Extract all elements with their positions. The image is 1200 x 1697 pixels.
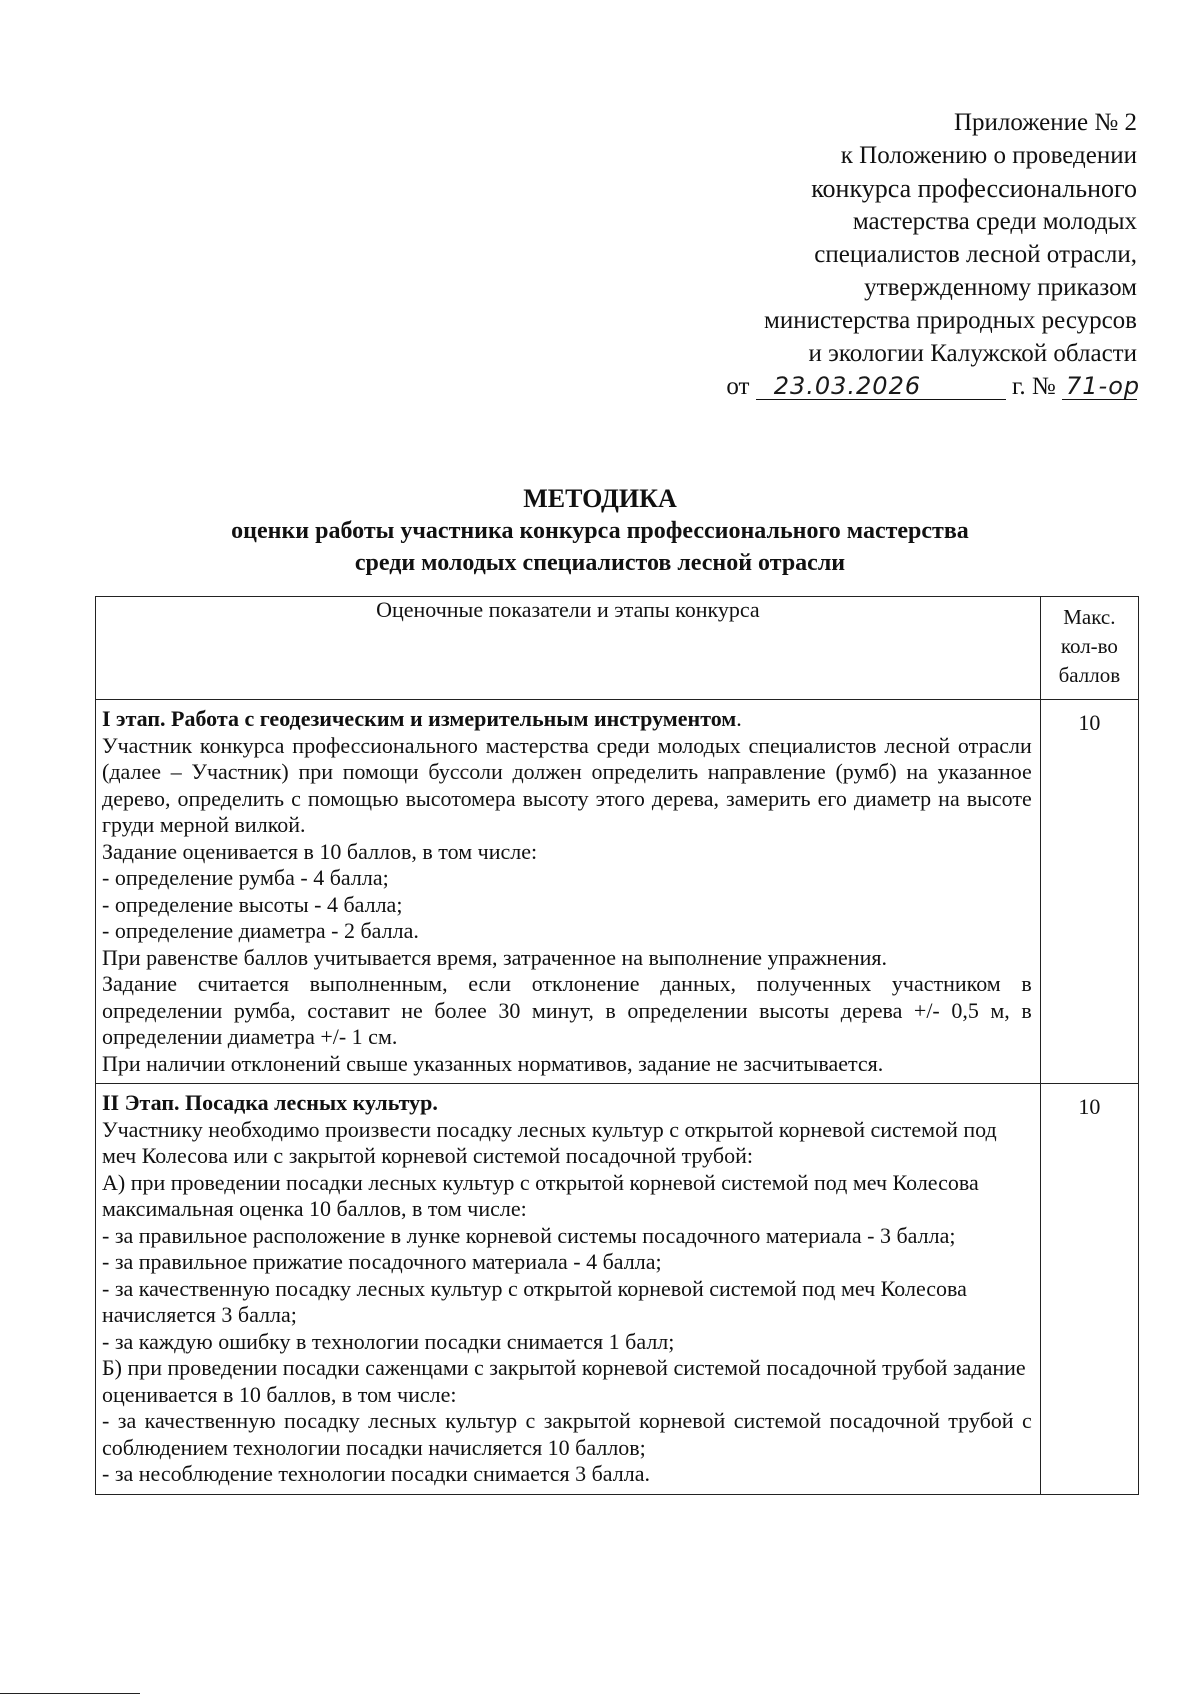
stage-1-text: Задание оценивается в 10 баллов, в том числе: <box>102 838 538 864</box>
stage-2-score: 10 <box>1040 1084 1138 1495</box>
stage-2-text: - за правильное прижатие посадочного материала - 4 балла; <box>102 1249 662 1274</box>
stage-1-title: I этап. Работа с геодезическим и измерительным инструментом <box>102 706 737 731</box>
table-header-row <box>96 597 1139 700</box>
table-row <box>96 700 1139 1084</box>
stage-1-text: - определение высоты - 4 балла; <box>102 891 403 917</box>
handwritten-number: 71-ор <box>1066 372 1141 400</box>
table-row <box>96 1084 1139 1495</box>
annex-line: конкурса профессионального <box>811 174 1137 203</box>
stage-1-title-line <box>102 706 1032 733</box>
header-indicators: Оценочные показатели и этапы конкурса <box>96 597 1041 700</box>
stage-2-text: - за каждую ошибку в технологии посадки снимается 1 балл; <box>102 1328 675 1354</box>
stage-2-text: А) при проведении посадки лесных культур с открытой корневой системой под меч Колесова максимальная оценка 10 баллов, в том числе: <box>102 1169 979 1221</box>
stage-2-text: - за правильное расположение в лунке корневой системы посадочного материала - 3 балла; <box>102 1222 956 1248</box>
order-number-field <box>1062 372 1141 400</box>
stage-2-text: - за несоблюдение технологии посадки снимается 3 балла. <box>102 1461 650 1486</box>
stage-1-text: Участник конкурса профессионального мастерства среди молодых специалистов лесной отрасли (далее – Участник) при помощи буссоли должен определить направление (румб) на указанное дерево, определить с помощью высотомера высоту этого дерева, замерить его диаметр на высоте груди мерной вилкой. <box>102 732 1032 837</box>
title-subtitle-1: оценки работы участника конкурса профессионального мастерства <box>231 518 969 544</box>
annex-line: министерства природных ресурсов <box>764 307 1137 334</box>
stage-2-text: - за качественную посадку лесных культур с закрытой корневой системой посадочной трубой с соблюдением технологии посадки начисляется 10 баллов; <box>102 1408 1032 1460</box>
annex-line: специалистов лесной отрасли, <box>814 241 1137 268</box>
from-label: от <box>726 373 750 400</box>
handwritten-date: 23.03.2026 <box>773 372 922 400</box>
stage-2-text: Участнику необходимо произвести посадку лесных культур с открытой корневой системой под меч Колесова или с закрытой корневой системой посадочной трубой: <box>102 1116 997 1168</box>
annex-line: и экологии Калужской области <box>808 340 1137 367</box>
order-date-number-line <box>726 370 1141 403</box>
stage-2-text: Б) при проведении посадки саженцами с закрытой корневой системой посадочной трубой задание оценивается в 10 баллов, в том числе: <box>102 1355 1026 1407</box>
header-max-points <box>1040 597 1138 700</box>
stage-1-text: - определение румба - 4 балла; <box>102 865 389 890</box>
header-max-line: баллов <box>1058 663 1121 687</box>
title-subtitle-2: среди молодых специалистов лесной отрасли <box>354 550 846 576</box>
stage-1-text: При наличии отклонений свыше указанных нормативов, задание не засчитывается. <box>102 1050 884 1076</box>
order-date-field <box>756 374 1006 400</box>
document-title <box>0 483 1200 579</box>
annex-line: мастерства среди молодых <box>852 208 1137 235</box>
stage-2-content <box>96 1084 1041 1495</box>
stage-1-text: Задание считается выполненным, если отклонение данных, полученных участником в определении румба, составит не более 30 минут, в определении высоты дерева +/- 0,5 м, в определении диаметра +/- 1 см. <box>102 971 1032 1049</box>
title-main: МЕТОДИКА <box>523 484 677 513</box>
stage-1-content <box>96 700 1041 1084</box>
criteria-table <box>95 596 1139 1495</box>
header-max-line: Макс. <box>1063 605 1116 629</box>
annex-line: Приложение № 2 <box>953 109 1137 136</box>
stage-1-score: 10 <box>1040 700 1138 1084</box>
annex-line: утвержденному приказом <box>864 274 1137 301</box>
stage-2-title: II Этап. Посадка лесных культур. <box>102 1090 438 1115</box>
year-number-label: г. № <box>1011 373 1056 400</box>
annex-header <box>726 106 1141 403</box>
stage-1-title-tail: . <box>736 706 742 731</box>
header-max-line: кол-во <box>1060 634 1118 658</box>
stage-1-text: При равенстве баллов учитывается время, затраченное на выполнение упражнения. <box>102 944 887 970</box>
stage-1-text: - определение диаметра - 2 балла. <box>102 918 419 943</box>
annex-line: к Положению о проведении <box>840 142 1137 169</box>
stage-2-text: - за качественную посадку лесных культур с открытой корневой системой под меч Колесова начисляется 3 балла; <box>102 1275 967 1327</box>
footer-rule <box>0 1693 140 1694</box>
